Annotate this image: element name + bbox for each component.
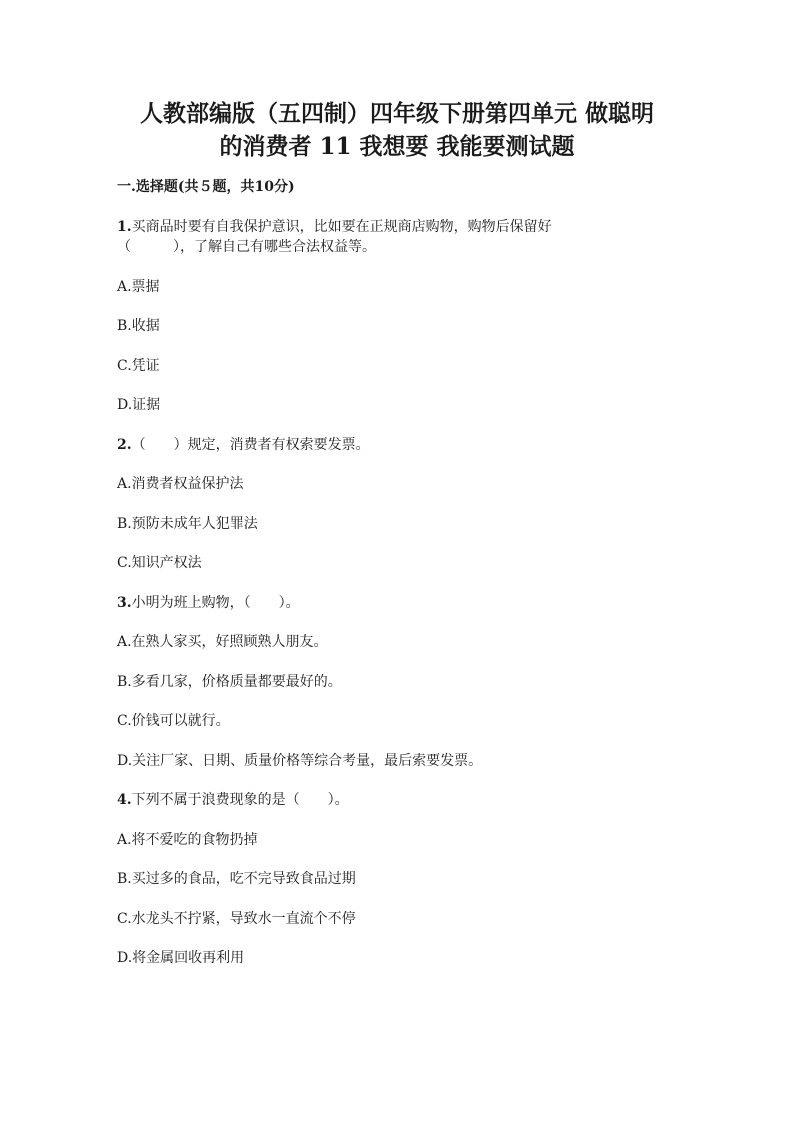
question-1-stem-cont: （ ），了解自己有哪些合法权益等。 (117, 239, 376, 255)
title-line-2: 的消费者 11 我想要 我能要测试题 (219, 133, 575, 160)
question-3-option-a: A.在熟人家买，好照顾熟人朋友。 (117, 634, 328, 650)
question-4-option-a: A.将不爱吃的食物扔掉 (117, 832, 258, 848)
question-1-option-c: C.凭证 (117, 358, 160, 374)
title-line-1: 人教部编版（五四制）四年级下册第四单元 做聪明 (139, 100, 654, 127)
question-text: 买商品时要有自我保护意识，比如要在正规商店购物，购物后保留好 (131, 219, 552, 235)
question-3-option-d: D.关注厂家、日期、质量价格等综合考量，最后索要发票。 (117, 753, 483, 769)
question-number: 4. (117, 792, 132, 808)
question-2-option-a: A.消费者权益保护法 (117, 476, 244, 492)
question-1-option-d: D.证据 (117, 397, 161, 413)
section-heading: 一.选择题(共５题，共10分) (117, 179, 295, 195)
question-number: 2. (117, 437, 132, 453)
question-2-stem (117, 435, 370, 455)
question-text: （ ）规定，消费者有权索要发票。 (131, 437, 370, 453)
question-1-stem (117, 217, 552, 237)
question-3-stem (117, 593, 300, 613)
question-4-stem (117, 790, 349, 810)
question-4-option-d: D.将金属回收再利用 (117, 950, 245, 966)
question-number: 3. (117, 595, 132, 611)
question-1-option-a: A.票据 (117, 279, 160, 295)
question-text: 小明为班上购物，（ ）。 (131, 595, 300, 611)
question-3-option-c: C.价钱可以就行。 (117, 713, 230, 729)
question-1-option-b: B.收据 (117, 318, 160, 334)
question-number: 1. (117, 219, 132, 235)
question-4-option-c: C.水龙头不拧紧，导致水一直流个不停 (117, 911, 356, 927)
question-2-option-c: C.知识产权法 (117, 555, 202, 571)
question-3-option-b: B.多看几家，价格质量都要最好的。 (117, 674, 342, 690)
question-text: 下列不属于浪费现象的是（ ）。 (131, 792, 349, 808)
question-4-option-b: B.买过多的食品，吃不完导致食品过期 (117, 871, 356, 887)
question-2-option-b: B.预防未成年人犯罪法 (117, 516, 258, 532)
document-title (0, 97, 794, 163)
